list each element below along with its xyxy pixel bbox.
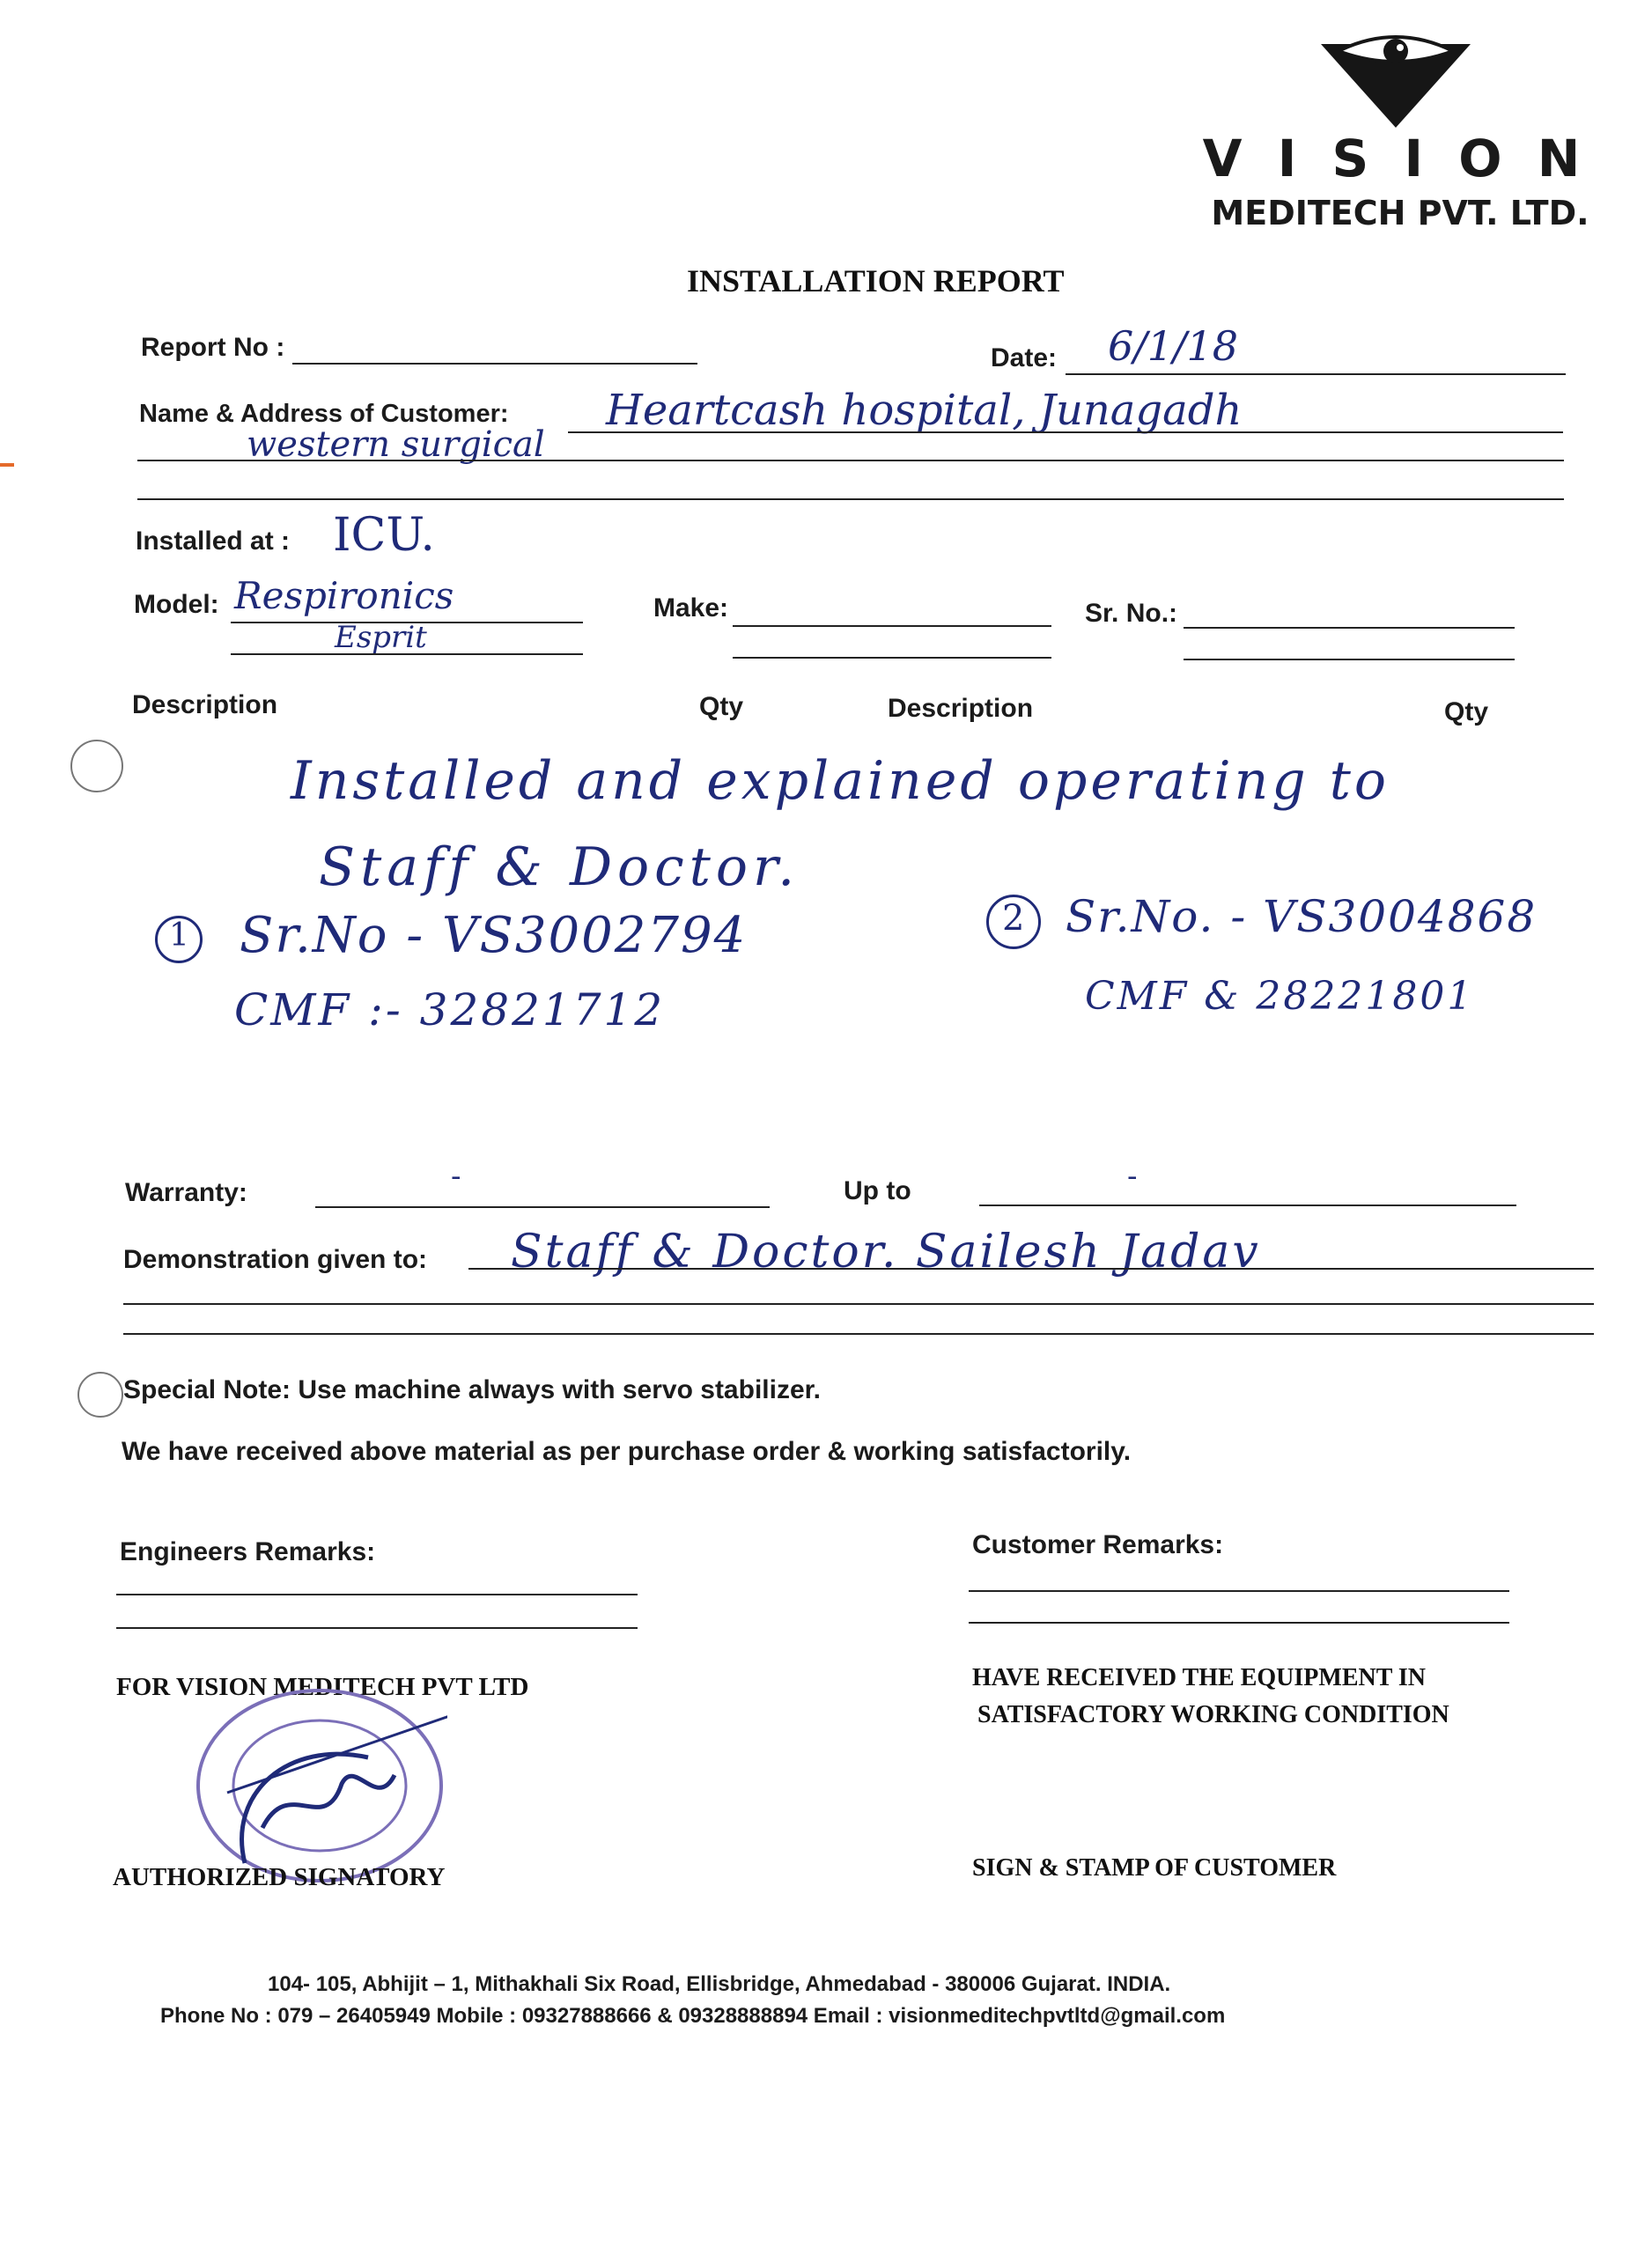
unit1-index: 1 — [169, 917, 189, 954]
customer-received-line2: SATISFACTORY WORKING CONDITION — [977, 1701, 1449, 1728]
demonstration-underline-3 — [123, 1333, 1594, 1335]
footer-contact: Phone No : 079 – 26405949 Mobile : 09327888666 & 09328888894 Email : visionmeditechpvtltd@gmail.com — [160, 2004, 1226, 2028]
authorized-signatory-label: AUTHORIZED SIGNATORY — [113, 1863, 446, 1891]
engineers-remarks-line-2 — [116, 1627, 638, 1629]
unit2-index: 2 — [1002, 898, 1025, 939]
sr-no-label: Sr. No.: — [1085, 599, 1178, 628]
company-stamp — [192, 1687, 447, 1884]
customer-remarks-line-1 — [969, 1590, 1509, 1592]
company-signature-heading: FOR VISION MEDITECH PVT LTD — [116, 1673, 529, 1701]
customer-remarks-line-2 — [969, 1622, 1509, 1624]
customer-label: Name & Address of Customer: — [139, 400, 509, 428]
customer-value-line2: western surgical — [247, 424, 545, 465]
warranty-label: Warranty: — [125, 1178, 247, 1207]
demonstration-label: Demonstration given to: — [123, 1245, 428, 1274]
brand-subtitle: MEDITECH PVT. LTD. — [1211, 194, 1589, 232]
date-underline — [1066, 373, 1566, 375]
customer-remarks-label: Customer Remarks: — [972, 1530, 1224, 1559]
installation-note-line1: Installed and explained operating to — [291, 750, 1390, 812]
model-label: Model: — [134, 590, 219, 619]
inverted-triangle-eye-icon — [1312, 26, 1479, 132]
customer-sign-label: SIGN & STAMP OF CUSTOMER — [972, 1854, 1337, 1882]
demonstration-underline-1 — [468, 1268, 1594, 1270]
customer-underline-1 — [568, 431, 1563, 433]
installed-at-label: Installed at : — [136, 527, 291, 556]
footer-address: 104- 105, Abhijit – 1, Mithakhali Six Road, Ellisbridge, Ahmedabad - 380006 Gujarat. INDIA. — [268, 1972, 1171, 1996]
demonstration-value: Staff & Doctor. Sailesh Jadav — [511, 1226, 1261, 1278]
model-value-line1: Respironics — [234, 574, 454, 617]
sr-no-underline-1 — [1184, 627, 1515, 629]
received-statement: We have received above material as per purchase order & working satisfactorily. — [122, 1437, 1132, 1466]
brand-name: V I S I O N — [1202, 129, 1589, 188]
engineers-remarks-label: Engineers Remarks: — [120, 1537, 376, 1566]
unit1-serial: Sr.No - VS3002794 — [240, 907, 748, 964]
up-to-value: - — [1127, 1159, 1138, 1194]
description-header-2: Description — [888, 694, 1034, 723]
up-to-label: Up to — [844, 1176, 911, 1205]
model-value-line2: Esprit — [335, 620, 427, 655]
edge-mark — [0, 463, 14, 467]
unit1-cmf: CMF :- 32821712 — [234, 984, 666, 1035]
unit2-serial: Sr.No. - VS3004868 — [1066, 891, 1538, 942]
make-underline-2 — [733, 657, 1051, 659]
model-underline-2 — [231, 653, 583, 655]
customer-underline-3 — [137, 498, 1564, 500]
engineers-remarks-line-1 — [116, 1594, 638, 1595]
special-note: Special Note: Use machine always with servo stabilizer. — [123, 1375, 821, 1404]
customer-underline-2 — [137, 460, 1564, 461]
report-no-label: Report No : — [141, 333, 285, 362]
installed-at-value: ICU. — [333, 509, 435, 562]
demonstration-underline-2 — [123, 1303, 1594, 1305]
page-title: INSTALLATION REPORT — [687, 263, 1065, 298]
punch-hole — [77, 1372, 123, 1418]
qty-header-2: Qty — [1444, 697, 1489, 726]
up-to-underline — [979, 1205, 1516, 1206]
description-header-1: Description — [132, 690, 278, 719]
customer-value-line1: Heartcash hospital, Junagadh — [606, 386, 1243, 435]
make-underline-1 — [733, 625, 1051, 627]
sr-no-underline-2 — [1184, 659, 1515, 660]
date-label: Date: — [991, 343, 1058, 372]
customer-received-line1: HAVE RECEIVED THE EQUIPMENT IN — [972, 1664, 1427, 1691]
date-value: 6/1/18 — [1108, 322, 1239, 370]
warranty-value: - — [451, 1159, 461, 1194]
installation-note-line2: Staff & Doctor. — [319, 836, 800, 898]
report-no-underline — [292, 363, 697, 365]
qty-header-1: Qty — [699, 692, 744, 721]
make-label: Make: — [653, 593, 729, 623]
unit2-cmf: CMF & 28221801 — [1085, 974, 1475, 1019]
warranty-underline — [315, 1206, 770, 1208]
company-logo — [1189, 26, 1603, 232]
punch-hole — [70, 740, 123, 792]
